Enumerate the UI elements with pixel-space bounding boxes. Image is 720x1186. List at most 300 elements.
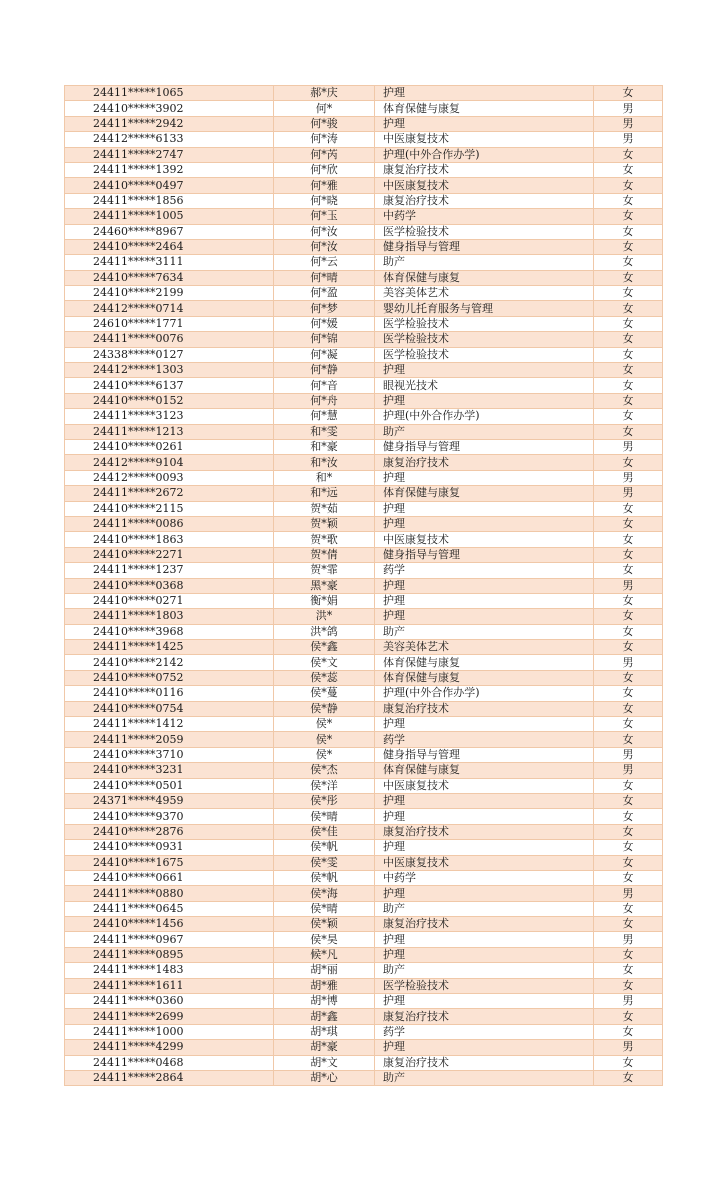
student-name-cell: 侯*静 (274, 701, 375, 716)
table-row (65, 439, 663, 454)
gender-cell: 女 (594, 501, 663, 516)
student-id-cell: 24411*****2672 (65, 486, 274, 501)
major-cell: 医学检验技术 (375, 316, 594, 331)
table-row (65, 347, 663, 362)
student-id-cell: 24410*****0116 (65, 686, 274, 701)
student-id-cell: 24410*****7634 (65, 270, 274, 285)
major-cell: 护理 (375, 886, 594, 901)
gender-cell: 女 (594, 963, 663, 978)
student-id-cell: 24410*****0754 (65, 701, 274, 716)
student-id-cell: 24411*****1065 (65, 86, 274, 101)
major-cell: 康复治疗技术 (375, 455, 594, 470)
student-name-cell: 何*盈 (274, 286, 375, 301)
gender-cell: 男 (594, 101, 663, 116)
student-id-cell: 24610*****1771 (65, 316, 274, 331)
gender-cell: 女 (594, 1009, 663, 1024)
major-cell: 护理 (375, 363, 594, 378)
student-name-cell: 贺*歌 (274, 532, 375, 547)
student-name-cell: 洪* (274, 609, 375, 624)
table-row (65, 132, 663, 147)
table-row (65, 793, 663, 808)
student-id-cell: 24338*****0127 (65, 347, 274, 362)
table-row (65, 270, 663, 285)
gender-cell: 女 (594, 255, 663, 270)
major-cell: 护理(中外合作办学) (375, 409, 594, 424)
gender-cell: 男 (594, 132, 663, 147)
student-id-cell: 24411*****1412 (65, 717, 274, 732)
student-id-cell: 24411*****0645 (65, 901, 274, 916)
student-id-cell: 24410*****1675 (65, 855, 274, 870)
student-id-cell: 24410*****0661 (65, 870, 274, 885)
gender-cell: 女 (594, 609, 663, 624)
student-name-cell: 何*音 (274, 378, 375, 393)
student-name-cell: 胡*博 (274, 994, 375, 1009)
student-id-cell: 24410*****6137 (65, 378, 274, 393)
student-name-cell: 胡*琪 (274, 1024, 375, 1039)
table-row (65, 670, 663, 685)
gender-cell: 女 (594, 778, 663, 793)
gender-cell: 女 (594, 532, 663, 547)
student-id-cell: 24412*****9104 (65, 455, 274, 470)
student-name-cell: 和*远 (274, 486, 375, 501)
gender-cell: 女 (594, 286, 663, 301)
student-id-cell: 24411*****1392 (65, 162, 274, 177)
table-row (65, 147, 663, 162)
major-cell: 中医康复技术 (375, 778, 594, 793)
student-name-cell: 侯*晴 (274, 809, 375, 824)
student-name-cell: 何*梦 (274, 301, 375, 316)
student-name-cell: 胡*豪 (274, 1040, 375, 1055)
student-name-cell: 侯*蕊 (274, 670, 375, 685)
student-id-cell: 24411*****4299 (65, 1040, 274, 1055)
student-name-cell: 和*汝 (274, 455, 375, 470)
table-row (65, 193, 663, 208)
major-cell: 体育保健与康复 (375, 670, 594, 685)
major-cell: 护理 (375, 994, 594, 1009)
major-cell: 护理 (375, 86, 594, 101)
student-name-cell: 何*涛 (274, 132, 375, 147)
student-name-cell: 侯*洋 (274, 778, 375, 793)
major-cell: 助产 (375, 901, 594, 916)
student-name-cell: 何*云 (274, 255, 375, 270)
student-id-cell: 24411*****1483 (65, 963, 274, 978)
gender-cell: 女 (594, 640, 663, 655)
student-name-cell: 贺*茹 (274, 501, 375, 516)
table-row (65, 1055, 663, 1070)
major-cell: 护理 (375, 947, 594, 962)
table-row (65, 332, 663, 347)
major-cell: 助产 (375, 424, 594, 439)
gender-cell: 女 (594, 363, 663, 378)
student-name-cell: 候*凡 (274, 947, 375, 962)
major-cell: 护理 (375, 809, 594, 824)
table-row (65, 947, 663, 962)
student-id-cell: 24411*****0360 (65, 994, 274, 1009)
major-cell: 康复治疗技术 (375, 917, 594, 932)
student-id-cell: 24411*****0895 (65, 947, 274, 962)
major-cell: 药学 (375, 1024, 594, 1039)
gender-cell: 男 (594, 655, 663, 670)
student-name-cell: 侯*昊 (274, 932, 375, 947)
major-cell: 护理 (375, 932, 594, 947)
table-row (65, 255, 663, 270)
table-row (65, 655, 663, 670)
gender-cell: 女 (594, 347, 663, 362)
gender-cell: 男 (594, 932, 663, 947)
student-name-cell: 胡*鑫 (274, 1009, 375, 1024)
admission-list-table (64, 85, 663, 1086)
major-cell: 药学 (375, 732, 594, 747)
student-name-cell: 何*舟 (274, 393, 375, 408)
student-id-cell: 24410*****0271 (65, 593, 274, 608)
table-row (65, 717, 663, 732)
student-id-cell: 24410*****2115 (65, 501, 274, 516)
major-cell: 助产 (375, 963, 594, 978)
gender-cell: 女 (594, 547, 663, 562)
gender-cell: 女 (594, 393, 663, 408)
table-row (65, 378, 663, 393)
student-id-cell: 24411*****1005 (65, 209, 274, 224)
student-id-cell: 24410*****0261 (65, 439, 274, 454)
student-id-cell: 24411*****2747 (65, 147, 274, 162)
student-id-cell: 24412*****6133 (65, 132, 274, 147)
table-row (65, 609, 663, 624)
table-row (65, 532, 663, 547)
major-cell: 护理 (375, 609, 594, 624)
major-cell: 助产 (375, 1071, 594, 1086)
student-id-cell: 24411*****2864 (65, 1071, 274, 1086)
student-name-cell: 侯*帆 (274, 840, 375, 855)
student-id-cell: 24460*****8967 (65, 224, 274, 239)
table-row (65, 501, 663, 516)
major-cell: 体育保健与康复 (375, 270, 594, 285)
student-id-cell: 24411*****2059 (65, 732, 274, 747)
student-name-cell: 和*雯 (274, 424, 375, 439)
table-row (65, 424, 663, 439)
table-row (65, 963, 663, 978)
table-row (65, 701, 663, 716)
student-name-cell: 衡*娟 (274, 593, 375, 608)
student-id-cell: 24411*****0076 (65, 332, 274, 347)
student-id-cell: 24410*****3231 (65, 763, 274, 778)
major-cell: 体育保健与康复 (375, 101, 594, 116)
table-row (65, 486, 663, 501)
student-id-cell: 24411*****3111 (65, 255, 274, 270)
table-row (65, 840, 663, 855)
table-row (65, 1040, 663, 1055)
major-cell: 中药学 (375, 870, 594, 885)
student-name-cell: 贺*霏 (274, 563, 375, 578)
table-row (65, 932, 663, 947)
gender-cell: 女 (594, 978, 663, 993)
student-name-cell: 胡*心 (274, 1071, 375, 1086)
major-cell: 眼视光技术 (375, 378, 594, 393)
major-cell: 医学检验技术 (375, 224, 594, 239)
student-id-cell: 24411*****1856 (65, 193, 274, 208)
gender-cell: 女 (594, 901, 663, 916)
student-id-cell: 24411*****0468 (65, 1055, 274, 1070)
major-cell: 健身指导与管理 (375, 747, 594, 762)
major-cell: 药学 (375, 563, 594, 578)
gender-cell: 女 (594, 917, 663, 932)
major-cell: 医学检验技术 (375, 978, 594, 993)
student-name-cell: 和* (274, 470, 375, 485)
student-name-cell: 何*锦 (274, 332, 375, 347)
gender-cell: 女 (594, 855, 663, 870)
student-id-cell: 24410*****2199 (65, 286, 274, 301)
major-cell: 护理 (375, 116, 594, 131)
major-cell: 康复治疗技术 (375, 1009, 594, 1024)
gender-cell: 女 (594, 516, 663, 531)
student-id-cell: 24412*****0093 (65, 470, 274, 485)
table-row (65, 1024, 663, 1039)
student-name-cell: 胡*雅 (274, 978, 375, 993)
student-name-cell: 何*晴 (274, 270, 375, 285)
major-cell: 康复治疗技术 (375, 824, 594, 839)
major-cell: 康复治疗技术 (375, 1055, 594, 1070)
gender-cell: 女 (594, 86, 663, 101)
student-id-cell: 24411*****1425 (65, 640, 274, 655)
student-id-cell: 24411*****0967 (65, 932, 274, 947)
student-id-cell: 24412*****0714 (65, 301, 274, 316)
student-id-cell: 24410*****2271 (65, 547, 274, 562)
gender-cell: 女 (594, 209, 663, 224)
major-cell: 助产 (375, 255, 594, 270)
student-name-cell: 何*雅 (274, 178, 375, 193)
major-cell: 体育保健与康复 (375, 655, 594, 670)
gender-cell: 女 (594, 717, 663, 732)
gender-cell: 女 (594, 1024, 663, 1039)
table-row (65, 547, 663, 562)
table-row (65, 855, 663, 870)
student-id-cell: 24411*****2699 (65, 1009, 274, 1024)
student-id-cell: 24410*****2876 (65, 824, 274, 839)
student-id-cell: 24411*****0880 (65, 886, 274, 901)
student-name-cell: 黑*豪 (274, 578, 375, 593)
gender-cell: 女 (594, 870, 663, 885)
gender-cell: 女 (594, 270, 663, 285)
student-name-cell: 贺*颖 (274, 516, 375, 531)
student-name-cell: 何*凝 (274, 347, 375, 362)
major-cell: 美容美体艺术 (375, 640, 594, 655)
student-id-cell: 24411*****1237 (65, 563, 274, 578)
major-cell: 健身指导与管理 (375, 239, 594, 254)
gender-cell: 女 (594, 162, 663, 177)
table-row (65, 178, 663, 193)
student-name-cell: 侯*佳 (274, 824, 375, 839)
table-row (65, 917, 663, 932)
table-row (65, 809, 663, 824)
table-row (65, 224, 663, 239)
gender-cell: 男 (594, 578, 663, 593)
student-name-cell: 何*慧 (274, 409, 375, 424)
student-name-cell: 侯*杰 (274, 763, 375, 778)
major-cell: 护理 (375, 793, 594, 808)
major-cell: 护理 (375, 393, 594, 408)
table-row (65, 1071, 663, 1086)
student-id-cell: 24411*****3123 (65, 409, 274, 424)
student-id-cell: 24371*****4959 (65, 793, 274, 808)
table-row (65, 763, 663, 778)
table-row (65, 393, 663, 408)
student-name-cell: 何* (274, 101, 375, 116)
table-body (65, 86, 663, 1086)
student-id-cell: 24410*****0752 (65, 670, 274, 685)
gender-cell: 女 (594, 670, 663, 685)
table-row (65, 1009, 663, 1024)
gender-cell: 女 (594, 424, 663, 439)
gender-cell: 男 (594, 439, 663, 454)
major-cell: 美容美体艺术 (375, 286, 594, 301)
gender-cell: 男 (594, 470, 663, 485)
student-name-cell: 侯*晴 (274, 901, 375, 916)
gender-cell: 女 (594, 378, 663, 393)
table-row (65, 116, 663, 131)
gender-cell: 女 (594, 178, 663, 193)
major-cell: 体育保健与康复 (375, 486, 594, 501)
student-name-cell: 何*芮 (274, 147, 375, 162)
student-id-cell: 24411*****1803 (65, 609, 274, 624)
student-id-cell: 24410*****3968 (65, 624, 274, 639)
student-name-cell: 侯*彤 (274, 793, 375, 808)
table-row (65, 994, 663, 1009)
gender-cell: 女 (594, 316, 663, 331)
table-row (65, 870, 663, 885)
student-name-cell: 侯* (274, 747, 375, 762)
student-name-cell: 何*玉 (274, 209, 375, 224)
student-id-cell: 24410*****0501 (65, 778, 274, 793)
table-row (65, 455, 663, 470)
major-cell: 护理 (375, 578, 594, 593)
major-cell: 康复治疗技术 (375, 162, 594, 177)
student-id-cell: 24410*****2142 (65, 655, 274, 670)
table-row (65, 470, 663, 485)
major-cell: 医学检验技术 (375, 332, 594, 347)
student-name-cell: 胡*文 (274, 1055, 375, 1070)
table-row (65, 239, 663, 254)
gender-cell: 男 (594, 486, 663, 501)
gender-cell: 男 (594, 1040, 663, 1055)
student-name-cell: 侯*鑫 (274, 640, 375, 655)
table-row (65, 516, 663, 531)
student-id-cell: 24411*****1000 (65, 1024, 274, 1039)
student-name-cell: 侯* (274, 717, 375, 732)
major-cell: 中医康复技术 (375, 132, 594, 147)
gender-cell: 女 (594, 193, 663, 208)
major-cell: 护理 (375, 470, 594, 485)
major-cell: 护理 (375, 516, 594, 531)
student-id-cell: 24411*****2942 (65, 116, 274, 131)
student-name-cell: 洪*鸽 (274, 624, 375, 639)
gender-cell: 女 (594, 686, 663, 701)
table-row (65, 886, 663, 901)
major-cell: 护理 (375, 1040, 594, 1055)
major-cell: 护理 (375, 840, 594, 855)
student-name-cell: 侯*雯 (274, 855, 375, 870)
gender-cell: 女 (594, 593, 663, 608)
student-name-cell: 何*欣 (274, 162, 375, 177)
gender-cell: 女 (594, 224, 663, 239)
gender-cell: 女 (594, 563, 663, 578)
gender-cell: 女 (594, 793, 663, 808)
table-row (65, 316, 663, 331)
student-id-cell: 24410*****0497 (65, 178, 274, 193)
student-id-cell: 24410*****0368 (65, 578, 274, 593)
table-row (65, 301, 663, 316)
gender-cell: 女 (594, 809, 663, 824)
table-row (65, 86, 663, 101)
gender-cell: 男 (594, 116, 663, 131)
gender-cell: 女 (594, 147, 663, 162)
major-cell: 婴幼儿托育服务与管理 (375, 301, 594, 316)
student-name-cell: 何*静 (274, 363, 375, 378)
student-name-cell: 贺*倩 (274, 547, 375, 562)
gender-cell: 男 (594, 763, 663, 778)
major-cell: 中药学 (375, 209, 594, 224)
student-id-cell: 24410*****0931 (65, 840, 274, 855)
table-row (65, 824, 663, 839)
student-name-cell: 何*汝 (274, 224, 375, 239)
gender-cell: 女 (594, 1055, 663, 1070)
major-cell: 康复治疗技术 (375, 701, 594, 716)
gender-cell: 女 (594, 239, 663, 254)
student-name-cell: 胡*丽 (274, 963, 375, 978)
table-row (65, 747, 663, 762)
gender-cell: 女 (594, 409, 663, 424)
student-name-cell: 侯* (274, 732, 375, 747)
student-name-cell: 侯*海 (274, 886, 375, 901)
student-name-cell: 侯*文 (274, 655, 375, 670)
student-name-cell: 何*汝 (274, 239, 375, 254)
gender-cell: 女 (594, 732, 663, 747)
student-id-cell: 24410*****0152 (65, 393, 274, 408)
student-id-cell: 24410*****2464 (65, 239, 274, 254)
student-id-cell: 24410*****3902 (65, 101, 274, 116)
table-row (65, 101, 663, 116)
gender-cell: 女 (594, 332, 663, 347)
table-row (65, 640, 663, 655)
major-cell: 护理 (375, 593, 594, 608)
student-name-cell: 何*骏 (274, 116, 375, 131)
table-row (65, 978, 663, 993)
table-row (65, 901, 663, 916)
major-cell: 护理 (375, 501, 594, 516)
major-cell: 康复治疗技术 (375, 193, 594, 208)
student-name-cell: 侯*蔓 (274, 686, 375, 701)
student-name-cell: 侯*帆 (274, 870, 375, 885)
major-cell: 体育保健与康复 (375, 763, 594, 778)
table-row (65, 578, 663, 593)
student-name-cell: 侯*颖 (274, 917, 375, 932)
gender-cell: 女 (594, 1071, 663, 1086)
table-row (65, 686, 663, 701)
table-row (65, 593, 663, 608)
major-cell: 健身指导与管理 (375, 439, 594, 454)
student-name-cell: 郝*庆 (274, 86, 375, 101)
student-id-cell: 24411*****0086 (65, 516, 274, 531)
student-id-cell: 24411*****1213 (65, 424, 274, 439)
student-id-cell: 24410*****3710 (65, 747, 274, 762)
major-cell: 助产 (375, 624, 594, 639)
gender-cell: 女 (594, 301, 663, 316)
student-id-cell: 24410*****9370 (65, 809, 274, 824)
student-id-cell: 24410*****1456 (65, 917, 274, 932)
major-cell: 中医康复技术 (375, 178, 594, 193)
major-cell: 医学检验技术 (375, 347, 594, 362)
gender-cell: 男 (594, 747, 663, 762)
table-row (65, 363, 663, 378)
gender-cell: 女 (594, 624, 663, 639)
